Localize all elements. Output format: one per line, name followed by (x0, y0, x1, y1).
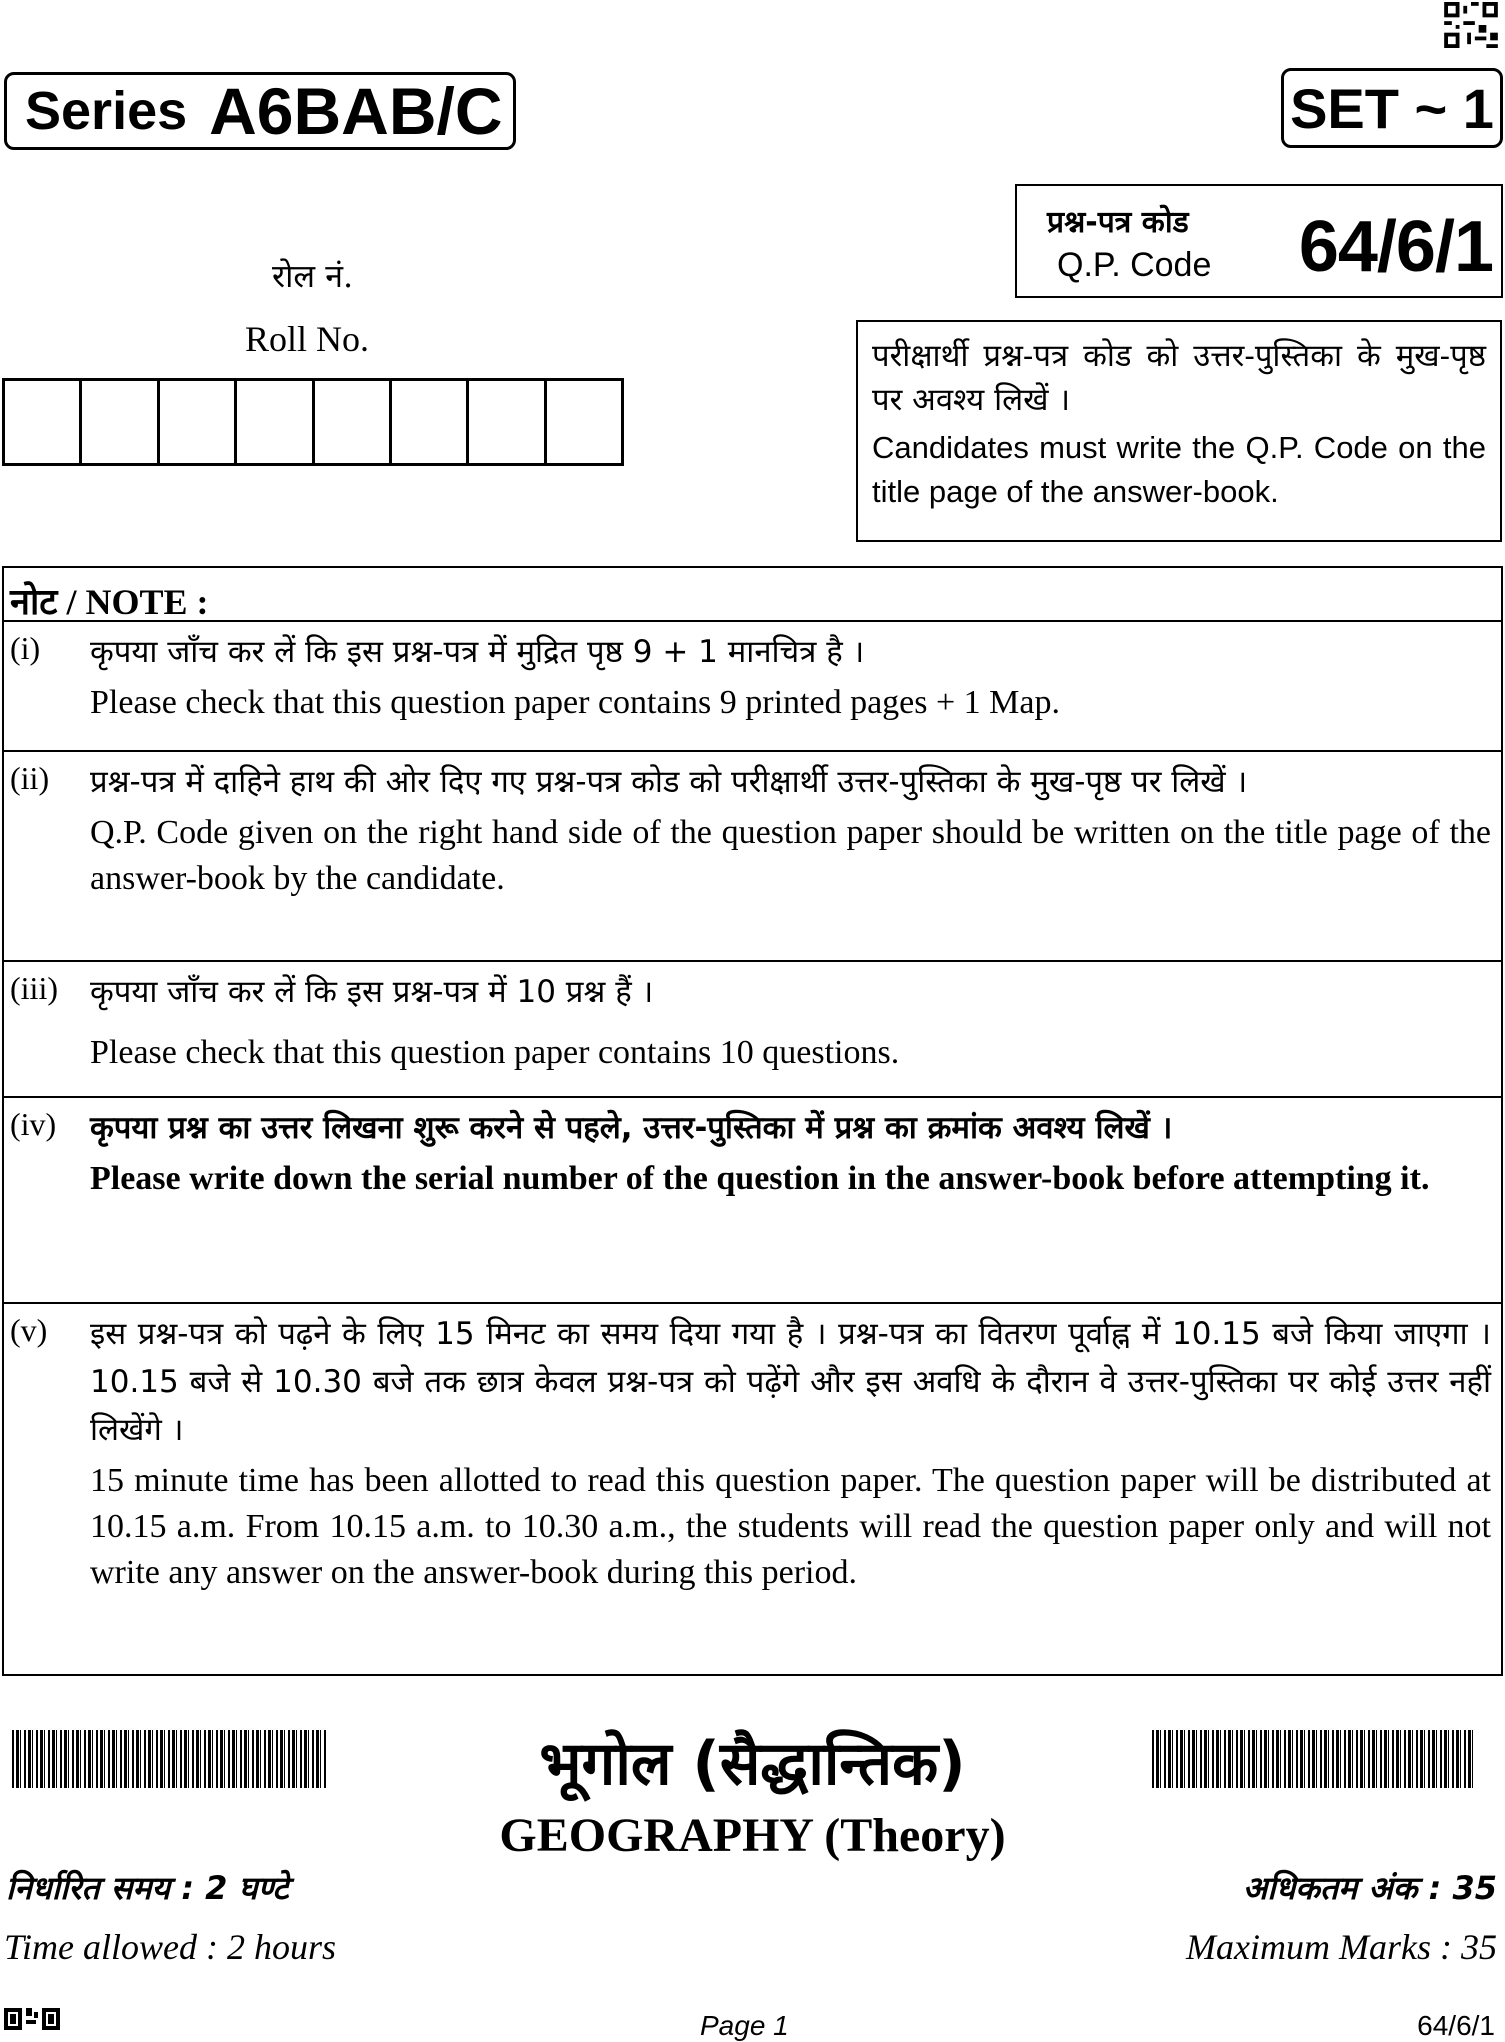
qr-code-icon (1443, 2, 1499, 48)
roll-digit-box[interactable] (392, 381, 469, 463)
note-text: Q.P. Code given on the right hand side of the question paper should be written on the title page of the answer-book by the candidate. (90, 814, 1491, 897)
qp-code-label-hindi: प्रश्न-पत्र कोड (1047, 205, 1189, 240)
qp-code-box (1015, 184, 1503, 298)
notes-table (2, 566, 1503, 1676)
roll-digit-box[interactable] (315, 381, 392, 463)
note-number: (ii) (10, 760, 50, 796)
note-number: (i) (10, 630, 41, 666)
page-number: Page 1 (700, 2010, 789, 2041)
note-number: (iii) (10, 970, 58, 1006)
note-item (4, 960, 1501, 1096)
note-text-hindi: प्रश्न-पत्र में दाहिने हाथ की ओर दिए गए प्रश्न-पत्र कोड को परीक्षार्थी उत्तर-पुस्तिका के मुख-पृष्ठ पर लिखें । (90, 764, 1248, 800)
roll-number-boxes[interactable] (2, 378, 624, 466)
roll-label-hindi: रोल नं. (272, 257, 354, 295)
subject-title-hindi: भूगोल (सैद्धान्तिक) (539, 1729, 966, 1799)
qr-code-small-icon (4, 2008, 64, 2030)
note-text: Please check that this question paper contains 9 printed pages + 1 Map. (90, 684, 1060, 721)
maximum-marks-hindi: अधिकतम अंक : 35 (1242, 1869, 1497, 1907)
note-text: 15 minute time has been allotted to read this question paper. The question paper will be distributed at 10.15 a.m. From 10.15 a.m. to 10.30 a.m., the students will read the question paper only and will not write any answer on the answer-book during this period. (90, 1462, 1491, 1591)
note-number: (iv) (10, 1106, 57, 1142)
series-value: A6BAB/C (209, 74, 503, 148)
candidate-instruction-box (856, 320, 1502, 542)
set-label: SET ~ 1 (1290, 76, 1494, 140)
note-text-hindi: कृपया जाँच कर लें कि इस प्रश्न-पत्र में 10 प्रश्न हैं । (90, 974, 654, 1010)
set-box (1281, 68, 1503, 148)
roll-label: Roll No. (245, 319, 370, 359)
note-item (4, 1302, 1501, 1674)
roll-digit-box[interactable] (237, 381, 314, 463)
roll-digit-box[interactable] (82, 381, 159, 463)
roll-digit-box[interactable] (5, 381, 82, 463)
series-label: Series (25, 81, 188, 141)
series-box (4, 72, 516, 150)
note-text: Please check that this question paper contains 10 questions. (90, 1034, 900, 1071)
note-item (4, 620, 1501, 750)
roll-digit-box[interactable] (469, 381, 546, 463)
roll-digit-box[interactable] (547, 381, 621, 463)
footer-code: 64/6/1 (1417, 2010, 1495, 2041)
note-number: (v) (10, 1312, 48, 1348)
roll-digit-box[interactable] (160, 381, 237, 463)
qp-code-value: 64/6/1 (1298, 207, 1493, 287)
time-allowed: Time allowed : 2 hours (4, 1927, 337, 1967)
note-item (4, 1096, 1501, 1302)
note-item (4, 750, 1501, 960)
subject-title: GEOGRAPHY (Theory) (499, 1809, 1006, 1862)
note-text: Please write down the serial number of the question in the answer-book before attempting it. (90, 1160, 1430, 1197)
candidate-note-hindi: परीक्षार्थी प्रश्न-पत्र कोड को उत्तर-पुस्तिका के मुख-पृष्ठ पर अवश्य लिखें । (872, 338, 1486, 418)
maximum-marks: Maximum Marks : 35 (1186, 1927, 1497, 1967)
qp-code-label: Q.P. Code (1057, 246, 1212, 284)
note-text-hindi: इस प्रश्न-पत्र को पढ़ने के लिए 15 मिनट का समय दिया गया है । प्रश्न-पत्र का वितरण पूर्वाह्न में 10.15 बजे किया जाएगा । 10.15 बजे से 10.30 बजे तक छात्र केवल प्रश्न-पत्र को पढ़ेंगे और इस अवधि के दौरान वे उत्तर-पुस्तिका पर कोई उत्तर नहीं लिखेंगे । (90, 1316, 1491, 1448)
note-text-hindi: कृपया जाँच कर लें कि इस प्रश्न-पत्र में मुद्रित पृष्ठ 9 + 1 मानचित्र है । (90, 634, 865, 670)
time-allowed-hindi: निर्धारित समय : 2 घण्टे (6, 1869, 289, 1907)
note-text-hindi: कृपया प्रश्न का उत्तर लिखना शुरू करने से पहले, उत्तर-पुस्तिका में प्रश्न का क्रमांक अवश्य लिखें । (90, 1110, 1173, 1146)
candidate-note: Candidates must write the Q.P. Code on the title page of the answer-book. (872, 430, 1486, 509)
notes-heading: नोट / NOTE : (10, 582, 209, 622)
